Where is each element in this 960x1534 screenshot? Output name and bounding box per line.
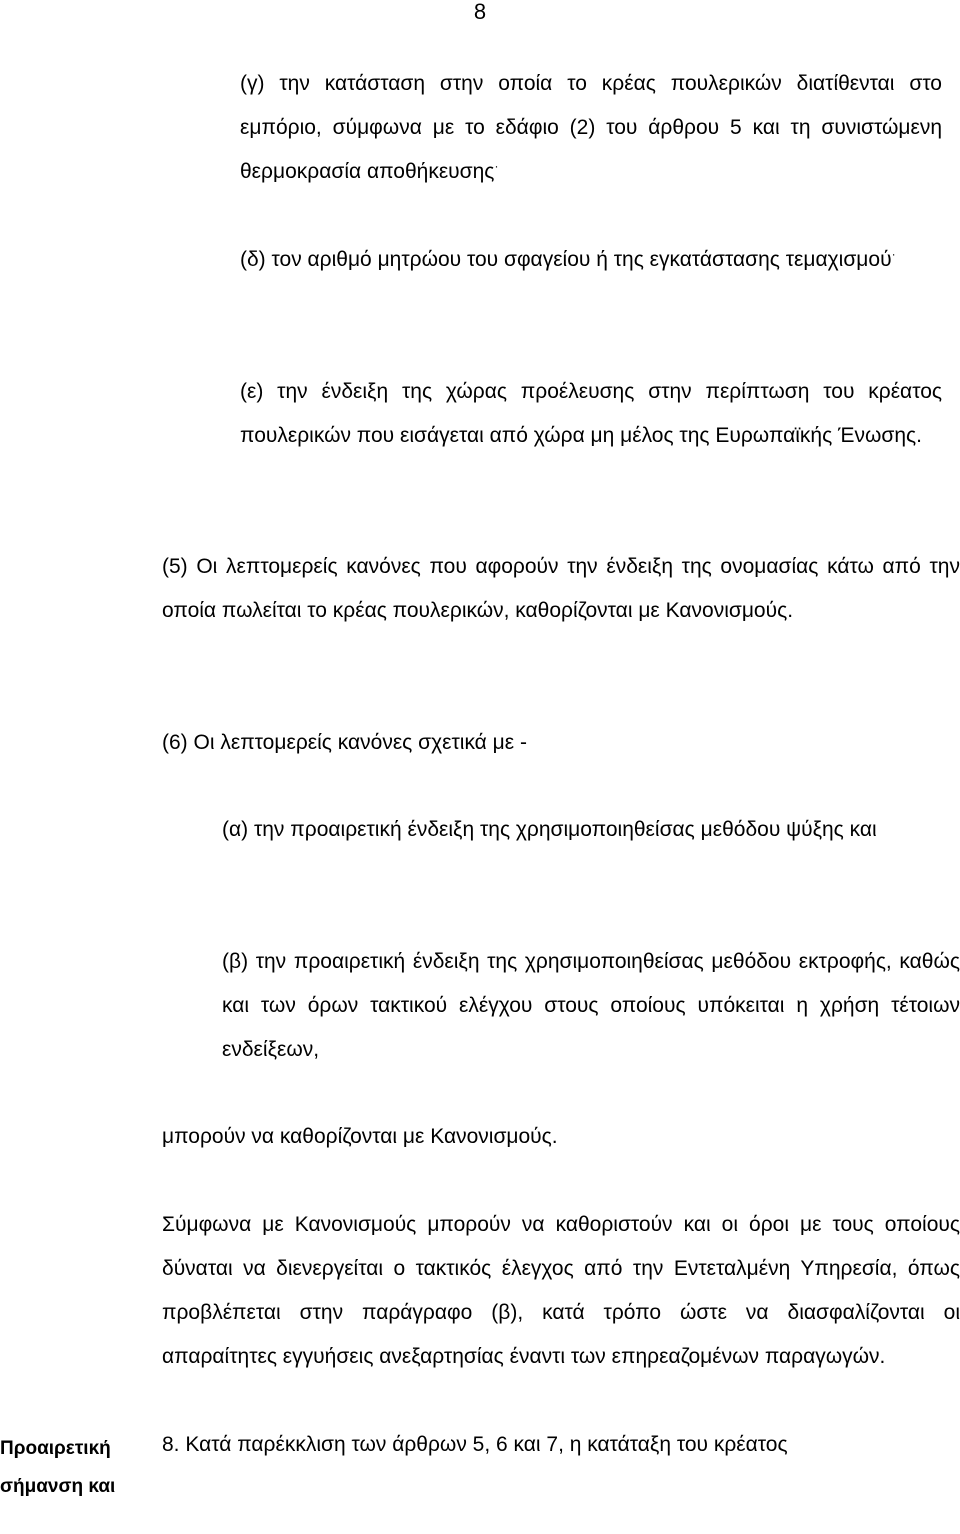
margin-note: Προαιρετική σήμανση και xyxy=(0,1438,116,1497)
paragraph-8: 8. Κατά παρέκκλιση των άρθρων 5, 6 και 7, η κατάταξη του κρέατος xyxy=(162,1433,788,1456)
item-g-separator: · xyxy=(494,159,499,173)
item-b: (β) την προαιρετική ένδειξη της χρησιμοποιηθείσας μεθόδου εκτροφής, καθώς και των όρων τακτικού ελέγχου στους οποίους υπόκειται η χρήση τέτοιων ενδείξεων, xyxy=(222,950,960,1061)
item-g xyxy=(240,62,942,194)
page-number: 8 xyxy=(473,0,487,24)
item-a: (α) την προαιρετική ένδειξη της χρησιμοποιηθείσας μεθόδου ψύξης και xyxy=(222,818,877,841)
paragraph-5: (5) Οι λεπτομερείς κανόνες που αφορούν την ένδειξη της ονομασίας κάτω από την οποία πωλείται το κρέας πουλερικών, καθορίζονται με Κανονισμούς. xyxy=(162,555,960,622)
item-d-separator: · xyxy=(891,247,896,261)
item-e: (ε) την ένδειξη της χώρας προέλευσης στην περίπτωση του κρέατος πουλερικών που εισάγεται από χώρα μη μέλος της Ευρωπαϊκής Ένωσης. xyxy=(240,380,942,447)
item-d xyxy=(240,238,942,282)
item-g-text: (γ) την κατάσταση στην οποία το κρέας πουλερικών διατίθενται στο εμπόριο, σύμφωνα με το εδάφιο (2) του άρθρου 5 και τη συνιστώμενη θερμοκρασία αποθήκευσης xyxy=(240,72,942,183)
paragraph-6-intro: (6) Οι λεπτομερείς κανόνες σχετικά με - xyxy=(162,731,527,754)
item-d-text: (δ) τον αριθμό μητρώου του σφαγείου ή της εγκατάστασης τεμαχισμού xyxy=(240,248,892,271)
paragraph-6-end: μπορούν να καθορίζονται με Κανονισμούς. xyxy=(162,1125,558,1148)
paragraph-regulations: Σύμφωνα με Κανονισμούς μπορούν να καθοριστούν και οι όροι με τους οποίους δύναται να διενεργείται ο τακτικός έλεγχος από την Εντεταλμένη Υπηρεσία, όπως προβλέπεται στην παράγραφο (β), κατά τρόπο ώστε να διασφαλίζονται οι απαραίτητες εγγυήσεις ανεξαρτησίας έναντι των επηρεαζομένων παραγωγών. xyxy=(162,1213,960,1368)
